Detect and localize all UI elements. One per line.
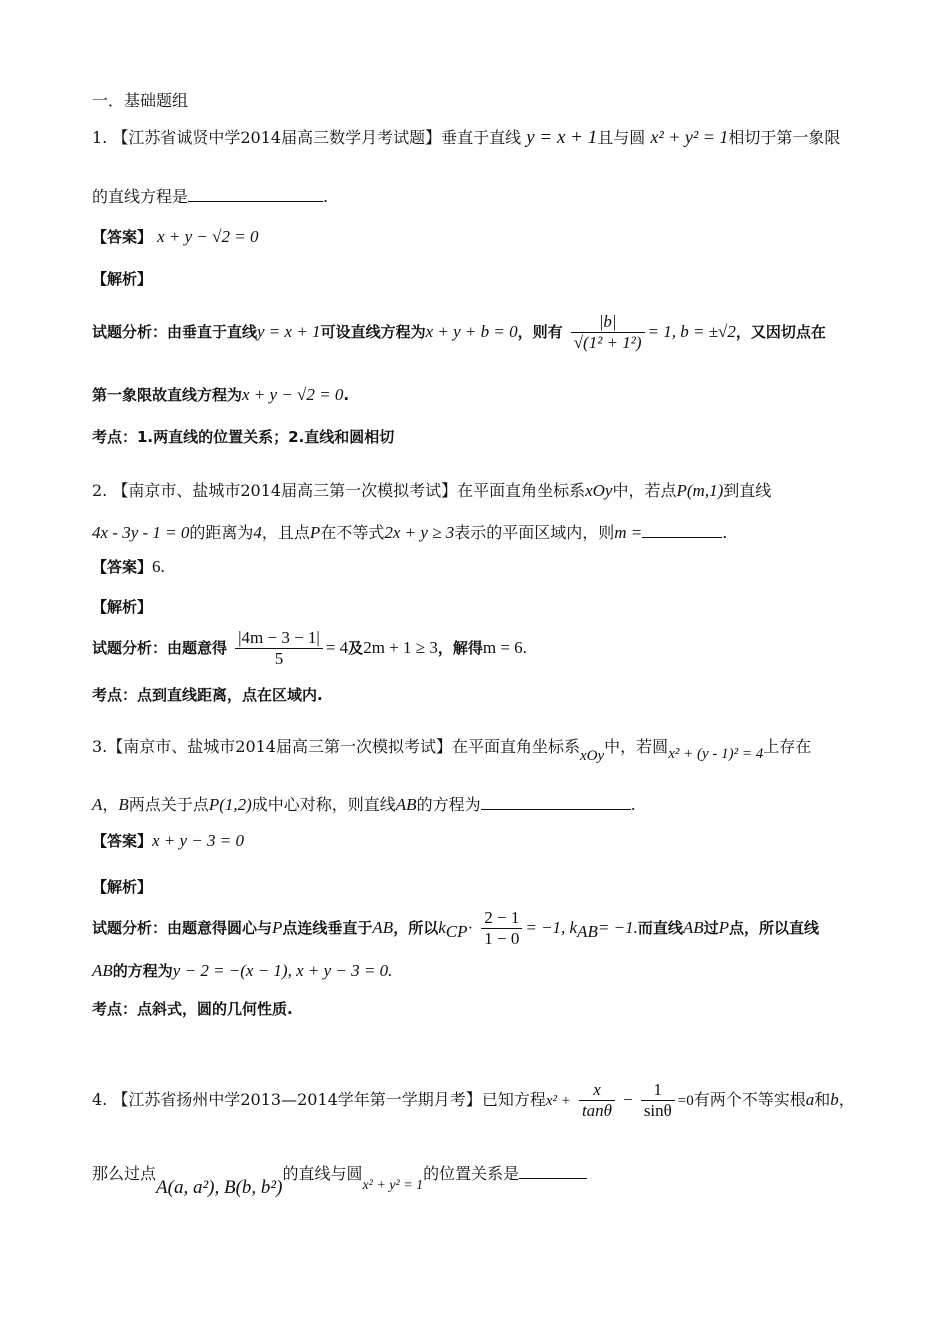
q2-kaodian: 考点：点到直线距离，点在区域内. — [92, 686, 323, 704]
q1-answer-value: x + y − √2 = 0 — [157, 227, 259, 246]
q3-analysis-label: 【解析】 — [92, 878, 153, 896]
question-3-line-1: 3.【南京市、盐城市2014届高三第一次模拟考试】在平面直角坐标系xOy中，若圆x² + (y - 1)² = 4上存在 — [92, 737, 812, 764]
question-1-line-2: 的直线方程是 . — [92, 187, 329, 206]
question-3-line-2: A，B两点关于点P(1,2)成中心对称，则直线AB的方程为 . — [92, 795, 636, 814]
q4-fraction-2: $\frac{1}{\sin\theta}$ — [641, 1080, 675, 1121]
q2-fraction: $\frac{|4m - 3 - 1|}{5}$ — [235, 628, 323, 669]
question-2-line-2: 4x - 3y - 1 = 0的距离为4，且点P在不等式2x + y ≥ 3表示的平面区域内，则m = . — [92, 523, 728, 542]
q1-line-equation: y = x + 1 — [526, 127, 598, 148]
q3-fraction: $\frac{2 - 1}{1 - 0}$ — [481, 908, 522, 949]
q4-answer-blank — [519, 1164, 587, 1179]
q3-source: 【南京市、盐城市2014届高三第一次模拟考试】 — [107, 737, 452, 756]
question-4-line-1: 4. 【江苏省扬州中学2013—2014学年第一学期月考】已知方程x² + $\frac{x}{\tan\theta}$ − $\frac{1}{\sin\theta}$ =0有两个不等实根a和b， — [92, 1080, 855, 1120]
q1-number: 1. — [92, 128, 108, 147]
q3-analysis-line-1: 试题分析：由题意得圆心与P点连线垂直于AB，所以$k_{CP}\cdot$ $\frac{2 - 1}{1 - 0}$ = −1, $k_{AB}= -1$.而直线AB过P点，所以直线 — [92, 908, 820, 948]
question-1-line-1: 1. 【江苏省诚贤中学2014届高三数学月考试题】垂直于直线 y = x + 1且与圆 x² + y² = 1相切于第一象限 — [92, 127, 841, 148]
q1-fraction: $\frac{|b|}{\text{√(1² + 1²)}}$ — [571, 312, 645, 353]
answer-label: 【答案】 — [92, 228, 153, 246]
q1-analysis-line-2: 第一象限故直线方程为x + y − √2 = 0. — [92, 385, 350, 404]
q1-answer — [92, 226, 258, 248]
q2-answer: 【答案】6. — [92, 557, 165, 576]
q3-answer-blank — [481, 795, 631, 810]
q1-analysis-line-1: 试题分析：由垂直于直线y = x + 1可设直线方程为x + y + b = 0，则有 $\frac{|b|}{\text{√(1² + 1²)}}$ = 1, b = ±√2，又因切点在 — [92, 312, 826, 352]
q1-analysis-label: 【解析】 — [92, 270, 153, 288]
q4-fraction-1: $\frac{x}{\tan\theta}$ — [579, 1080, 615, 1121]
question-4-line-2: 那么过点A(a, a²), B(b, b²)的直线与圆x² + y² = 1的位置关系是 — [92, 1154, 587, 1208]
q3-answer: 【答案】x + y − 3 = 0 — [92, 831, 245, 850]
q2-analysis-label: 【解析】 — [92, 598, 153, 616]
q1-source: 【江苏省诚贤中学2014届高三数学月考试题】 — [112, 128, 442, 147]
q1-answer-blank — [188, 187, 323, 202]
q1-circle-equation: x² + y² = 1 — [650, 127, 729, 147]
q2-answer-value: 6. — [152, 557, 165, 576]
q1-kaodian: 考点：1.两直线的位置关系；2.直线和圆相切 — [92, 428, 395, 446]
q2-analysis-line-1: 试题分析：由题意得 $\frac{|4m - 3 - 1|}{5}$ = 4及2m + 1 ≥ 3，解得m = 6. — [92, 628, 527, 668]
q4-source: 【江苏省扬州中学2013—2014学年第一学期月考】 — [112, 1090, 482, 1109]
q3-analysis-line-2: AB的方程为y − 2 = −(x − 1), x + y − 3 = 0. — [92, 961, 393, 980]
q2-source: 【南京市、盐城市2014届高三第一次模拟考试】 — [112, 481, 458, 500]
q2-answer-blank — [642, 523, 722, 538]
question-2-line-1: 2. 【南京市、盐城市2014届高三第一次模拟考试】在平面直角坐标系xOy中，若点P(m,1)到直线 — [92, 481, 772, 500]
q3-kaodian: 考点：点斜式，圆的几何性质. — [92, 1000, 293, 1018]
section-title: 一．基础题组 — [92, 91, 189, 110]
q3-answer-value: x + y − 3 = 0 — [152, 831, 245, 850]
